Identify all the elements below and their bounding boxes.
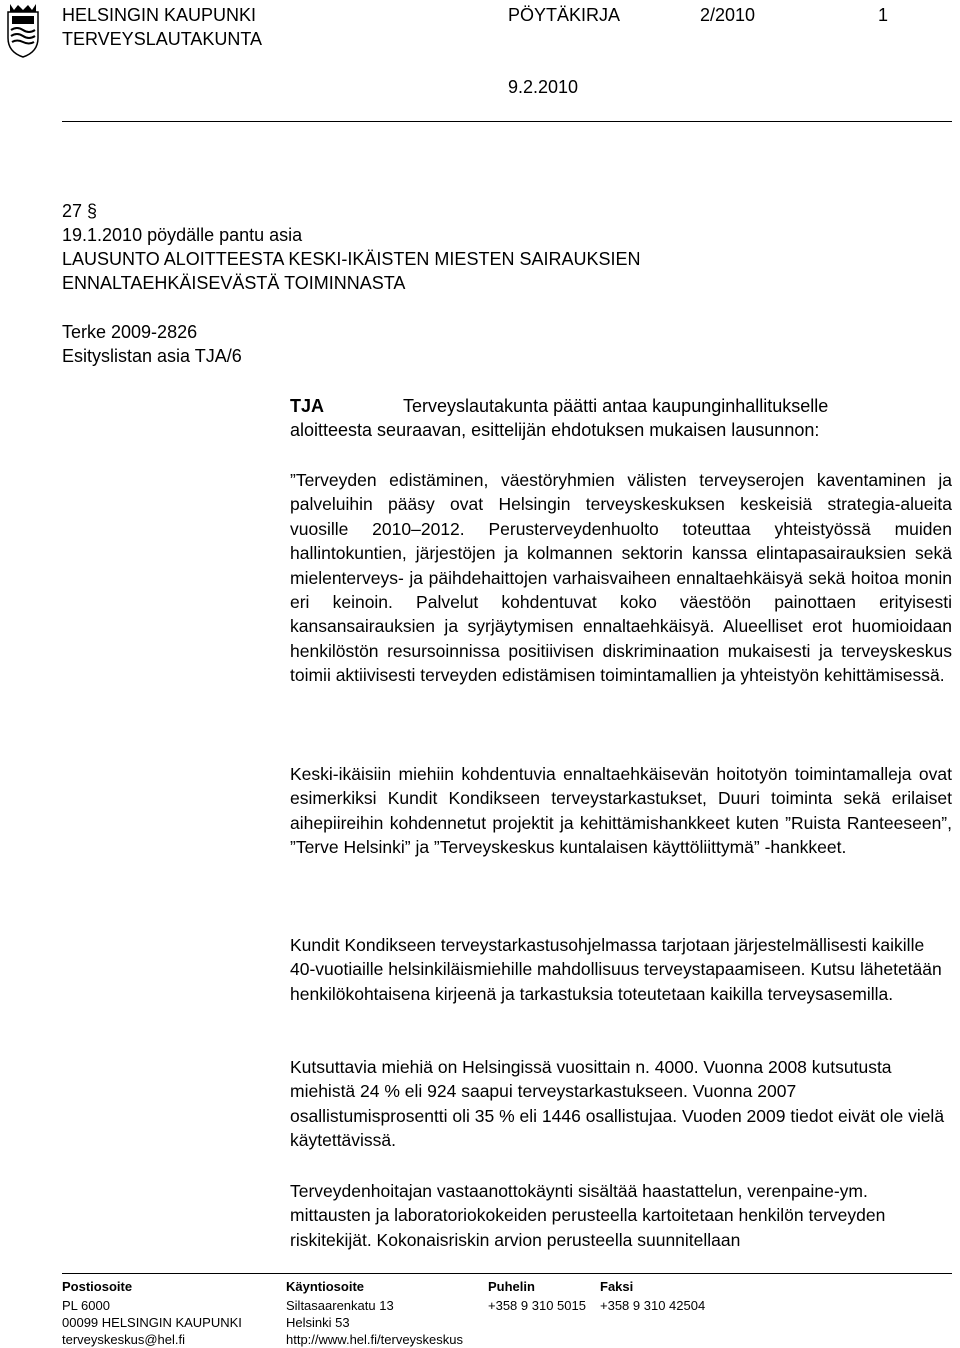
footer-divider	[62, 1273, 952, 1274]
footer-postal-heading: Postiosoite	[62, 1279, 133, 1294]
reference-number: Terke 2009-2826	[62, 322, 198, 342]
item-title-line1: LAUSUNTO ALOITTEESTA KESKI-IKÄISTEN MIESTEN SAIRAUKSIEN	[62, 249, 641, 269]
decision-label: TJA	[290, 396, 325, 416]
footer-visit-city: Helsinki 53	[286, 1315, 350, 1330]
footer-postal-box: PL 6000	[62, 1298, 110, 1313]
decision-line1: Terveyslautakunta päätti antaa kaupunginhallitukselle	[403, 396, 829, 416]
paragraph-2: Keski-ikäisiin miehiin kohdentuvia ennaltaehkäisevän hoitotyön toimintamalleja ovat esimerkiksi Kundit Kondikseen terveystarkastukset, Duuri toiminta sekä erilaiset aihepiireihin kohdennetut projektit ja kehittämishankkeet kuten ”Ruista Ranteeseen”, ”Terve Helsinki” ja ”Terveyskeskus kuntalaisen käyttöliittymä” -hankkeet.	[290, 764, 952, 858]
tabled-note: 19.1.2010 pöydälle pantu asia	[62, 225, 303, 245]
footer-visit-street: Siltasaarenkatu 13	[286, 1298, 394, 1313]
paragraph-1: ”Terveyden edistäminen, väestöryhmien välisten terveyserojen kaventaminen ja palveluihin pääsy ovat Helsingin terveyskeskuksen keskeisiä strategia-alueita vuosille 2010–2012. Perusterveydenhuolto toteuttaa yhteistyössä muiden hallintokuntien, järjestöjen ja kolmannen sektorin kanssa elintapasairauksien sekä mielenterveys- ja päihdehaittojen varhaisvaiheen ennaltaehkäisyä sekä hoitoa monin eri keinoin. Palvelut kohdentuvat koko väestöön painottaen erityisesti kansansairauksien ja syrjäytymisen ennaltaehkäisyä. Alueelliset erot huomioidaan henkilöstön resursoinnissa positiivisen diskriminaation mukaisesti ja terveyskeskus toimii aktiivisesti terveyden edistämisen toimintamallien ja yhteistyön kehittämisessä.	[290, 470, 952, 686]
org-name: HELSINGIN KAUPUNKI	[62, 5, 257, 25]
agenda-reference: Esityslistan asia TJA/6	[62, 346, 242, 366]
footer-website-link[interactable]: http://www.hel.fi/terveyskeskus	[286, 1332, 464, 1347]
meeting-date: 9.2.2010	[508, 77, 579, 97]
doc-type: PÖYTÄKIRJA	[508, 5, 621, 25]
header-divider	[62, 121, 952, 122]
paragraph-4: Kutsuttavia miehiä on Helsingissä vuosittain n. 4000. Vuonna 2008 kutsutusta miehistä 24 % eli 924 saapui terveystarkastukseen. Vuonna 2007 osallistumisprosentti oli 35 % eli 1446 osallistujaa. Vuoden 2009 tiedot eivät ole vielä käytettävissä.	[290, 1057, 945, 1151]
org-committee: TERVEYSLAUTAKUNTA	[62, 29, 263, 49]
paragraph-5: Terveydenhoitajan vastaanottokäynti sisältää haastattelun, verenpaine-ym. mittausten ja laboratoriokokeiden perusteella kartoitetaan henkilön terveyden riskitekijät. Kokonaisriskin arvion perusteella suunnitellaan	[290, 1181, 886, 1250]
footer-fax: +358 9 310 42504	[600, 1298, 706, 1313]
footer-postal-city: 00099 HELSINGIN KAUPUNKI	[62, 1315, 242, 1330]
page-number: 1	[878, 5, 889, 25]
item-title-line2: ENNALTAEHKÄISEVÄSTÄ TOIMINNASTA	[62, 273, 406, 293]
helsinki-coat-of-arms-icon	[2, 2, 44, 58]
decision-line2: aloitteesta seuraavan, esittelijän ehdotuksen mukaisen lausunnon:	[290, 420, 820, 440]
footer-visit-heading: Käyntiosoite	[286, 1279, 365, 1294]
footer-fax-heading: Faksi	[600, 1279, 634, 1294]
section-number: 27 §	[62, 201, 98, 221]
footer-phone-heading: Puhelin	[488, 1279, 535, 1294]
doc-number: 2/2010	[700, 5, 756, 25]
footer-email-link[interactable]: terveyskeskus@hel.fi	[62, 1332, 186, 1347]
footer-phone: +358 9 310 5015	[488, 1298, 586, 1313]
paragraph-3: Kundit Kondikseen terveystarkastusohjelmassa tarjotaan järjestelmällisesti kaikille 40-vuotiaille helsinkiläismiehille mahdollisuus terveystapaamiseen. Kutsu lähetetään henkilökohtaisena kirjeenä ja tarkastuksia toteutetaan kaikilla terveysasemilla.	[290, 935, 942, 1004]
